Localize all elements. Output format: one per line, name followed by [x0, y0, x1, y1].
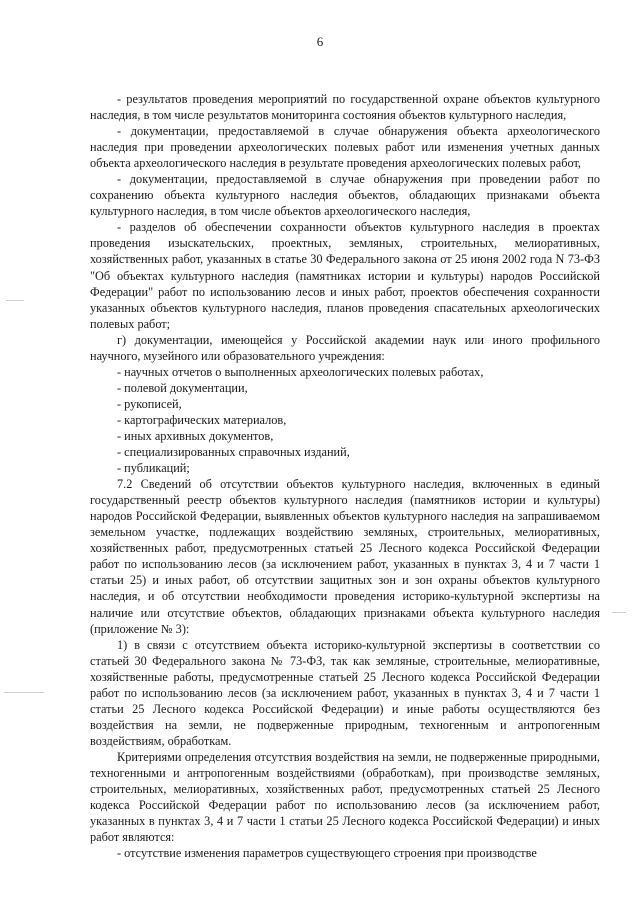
paragraph: - документации, предоставляемой в случае обнаружения при проведении работ по сохранению объекта культурного наследия объектов, обладающих признаками объекта культурного наследия, в том числе объектов археологического наследия,	[90, 172, 600, 219]
list-item: - публикаций;	[117, 461, 190, 476]
list-item: - иных архивных документов,	[117, 428, 274, 443]
scan-artifact	[6, 300, 24, 301]
scan-artifact	[612, 612, 626, 613]
document-body	[90, 91, 600, 861]
paragraph: - разделов об обеспечении сохранности объектов культурного наследия в проектах проведения изыскательских, проектных, земляных, строительных, мелиоративных, хозяйственных работ, указанных в статье 30 Федерального закона от 25 июня 2002 года N 73-ФЗ "Об объектах культурного наследия (памятниках истории и культуры) народов Российской Федерации" работ по использованию лесов и иных работ, проектов обеспечения сохранности указанных объектов культурного наследия, планов проведения спасательных археологических полевых работ;	[90, 220, 600, 331]
paragraph: 1) в связи с отсутствием объекта историко-культурной экспертизы в соответствии со статьей 30 Федерального закона № 73-ФЗ, так как земляные, строительные, мелиоративные, хозяйственные работы, предусмотренные статьей 25 Лесного кодекса Российской Федерации работ по использованию лесов (за исключением работ, указанных в пунктах 3, 4 и 7 части 1 статьи 25 Лесного кодекса Российской Федерации) и иные работы осуществляются без воздействия на земли, не подверженные природным, техногенным и антропогенным воздействиям, обработкам.	[90, 637, 600, 748]
page-number: 6	[316, 34, 324, 49]
paragraph: - отсутствие изменения параметров существующего строения при производстве	[117, 846, 537, 861]
paragraph: - результатов проведения мероприятий по государственной охране объектов культурного наследия, в том числе результатов мониторинга состояния объектов культурного наследия,	[90, 92, 600, 123]
paragraph: - документации, предоставляемой в случае обнаружения объекта археологического наследия при проведении археологических полевых работ или изменения учетных данных объекта археологического наследия в результате проведения археологических полевых работ,	[90, 124, 600, 171]
paragraph: 7.2 Сведений об отсутствии объектов культурного наследия, включенных в единый государственный реестр объектов культурного наследия (памятников истории и культуры) народов Российской Федерации, выявленных объектов культурного наследия на запрашиваемом земельном участке, подлежащих воздействию земляных, строительных, мелиоративных, хозяйственных работ, предусмотренных статьей 25 Лесного кодекса Российской Федерации работ по использованию лесов (за исключением работ, указанных в пунктах 3, 4 и 7 части 1 статьи 25) и иных работ, об отсутствии защитных зон и зон охраны объектов культурного наследия, и об отсутствии необходимости проведения историко-культурной экспертизы на наличие или отсутствие объектов, обладающих признаками объекта культурного наследия (приложение № 3):	[90, 477, 600, 636]
list-item: - специализированных справочных изданий,	[117, 445, 350, 460]
paragraph: Критериями определения отсутствия воздействия на земли, не подверженные природными, техногенными и антропогенным воздействиями (обработкам), при производстве земляных, строительных, мелиоративных, хозяйственных работ, предусмотренных статьей 25 Лесного кодекса Российской Федерации работ по использованию лесов (за исключением работ, указанных в пунктах 3, 4 и 7 части 1 статьи 25 Лесного кодекса Российской Федерации) и иных работ являются:	[90, 749, 600, 845]
list-item: - картографических материалов,	[117, 412, 287, 427]
paragraph: г) документации, имеющейся у Российской академии наук или иного профильного научного, музейного или образовательного учреждения:	[90, 332, 600, 363]
scan-artifact	[4, 692, 44, 693]
list-item: - научных отчетов о выполненных археологических полевых работах,	[117, 364, 484, 379]
list-item: - рукописей,	[117, 396, 182, 411]
list-item: - полевой документации,	[117, 380, 248, 395]
